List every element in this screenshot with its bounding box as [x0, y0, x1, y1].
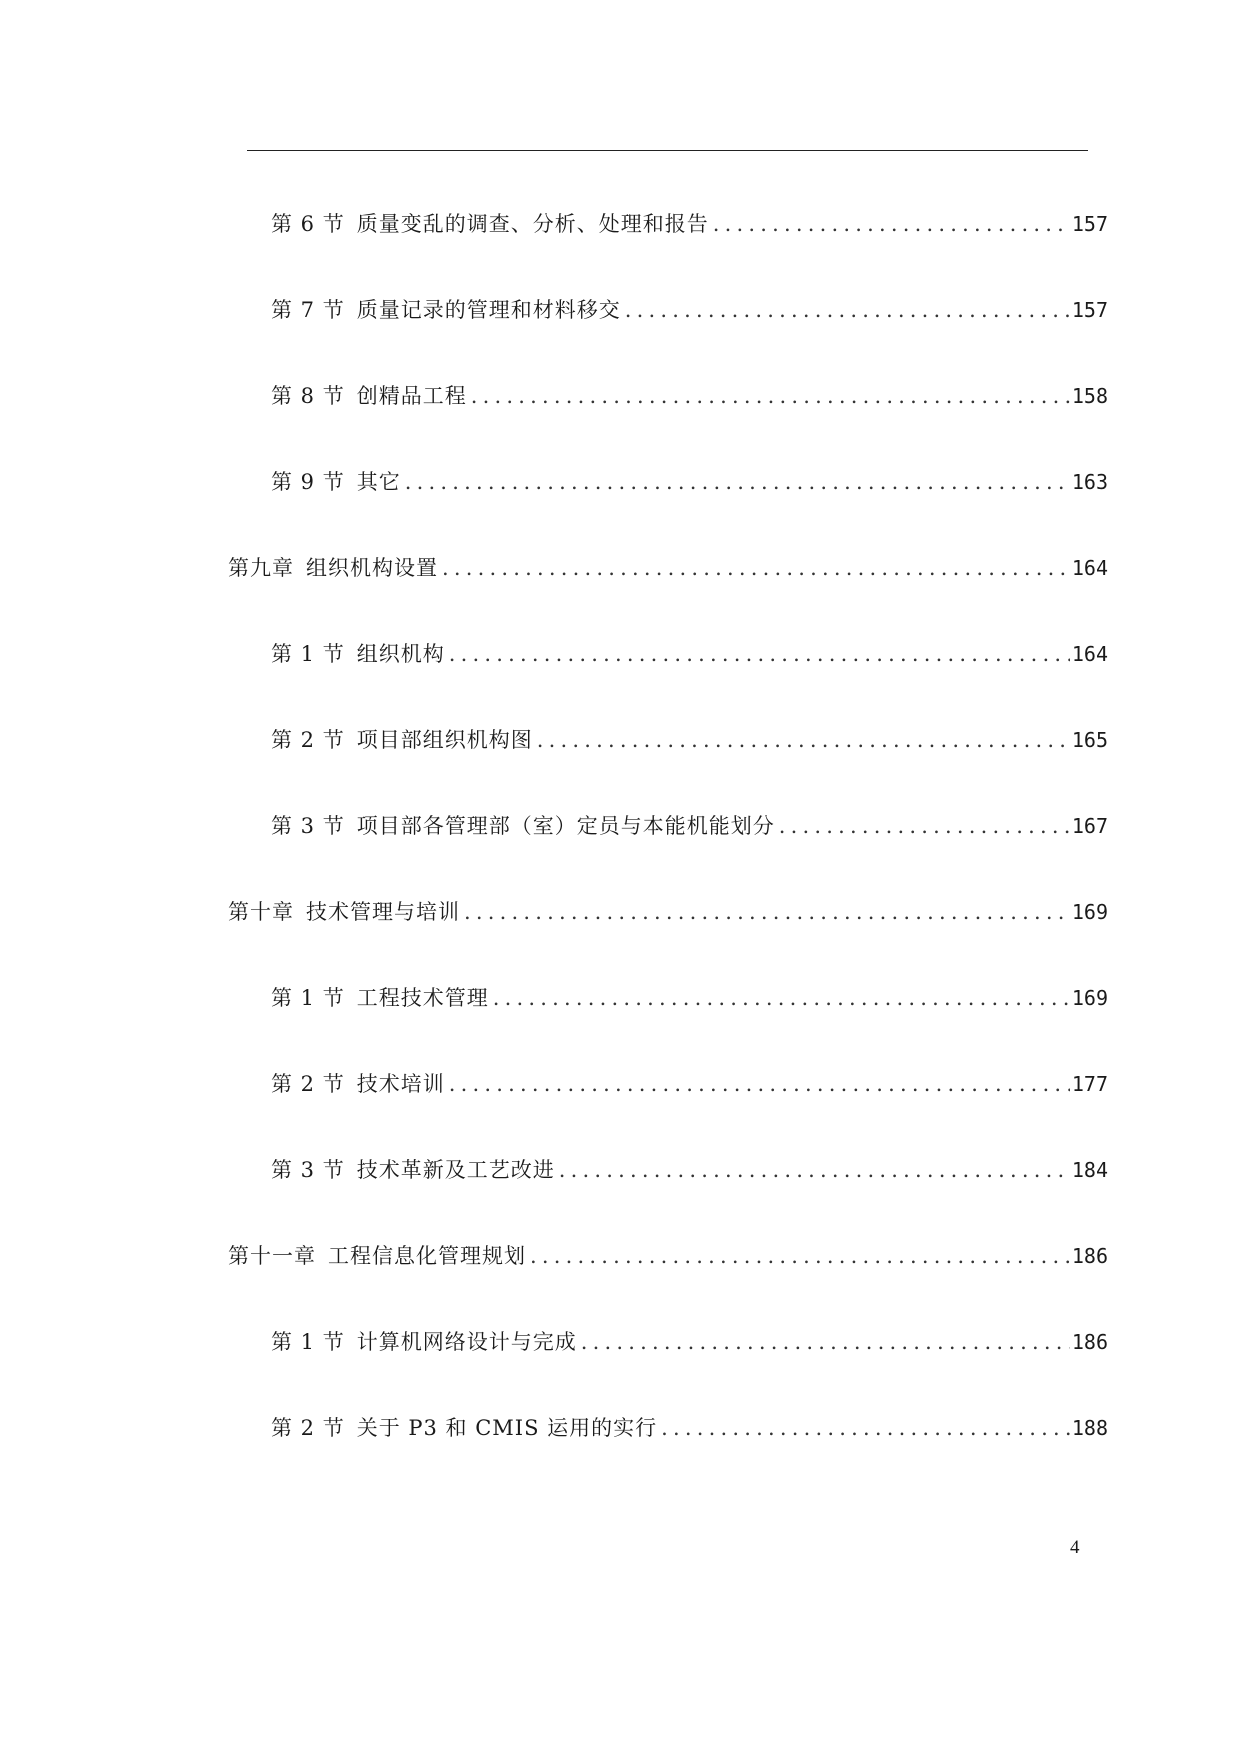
toc-entry-page: 184: [1071, 1158, 1108, 1182]
toc-entry-title: 项目部组织机构图: [356, 728, 533, 752]
toc-entry-page: 186: [1071, 1244, 1108, 1268]
toc-entry-prefix: 第 9 节: [271, 470, 345, 494]
toc-entry-page: 157: [1071, 298, 1108, 322]
toc-entry[interactable]: [271, 638, 1108, 672]
toc-entry[interactable]: [271, 1154, 1108, 1188]
toc-entry-title: 计算机网络设计与完成: [356, 1330, 577, 1354]
toc-entry-prefix: 第十一章: [228, 1244, 316, 1268]
dot-leader: [405, 470, 1070, 494]
toc-entry-prefix: 第 1 节: [271, 986, 345, 1010]
toc-entry-page: 165: [1071, 728, 1108, 752]
toc-entry-page: 163: [1071, 470, 1108, 494]
toc-entry-chapter[interactable]: [228, 552, 1108, 586]
toc-entry-title: 技术管理与培训: [306, 900, 460, 924]
dot-leader: [449, 642, 1070, 666]
toc-entry-page: 177: [1071, 1072, 1108, 1096]
toc-entry-prefix: 第 1 节: [271, 1330, 345, 1354]
toc-entry[interactable]: [271, 724, 1108, 758]
toc-entry-title: 质量变乱的调查、分析、处理和报告: [356, 212, 709, 236]
toc-entry-prefix: 第 1 节: [271, 642, 345, 666]
dot-leader: [625, 298, 1070, 322]
toc-entry[interactable]: [271, 1412, 1108, 1446]
toc-entry[interactable]: [271, 1326, 1108, 1360]
toc-entry-title: 其它: [356, 470, 401, 494]
dot-leader: [581, 1330, 1070, 1354]
toc-entry-page: 186: [1071, 1330, 1108, 1354]
toc-entry-title: 质量记录的管理和材料移交: [356, 298, 621, 322]
toc-entry[interactable]: [271, 810, 1108, 844]
dot-leader: [449, 1072, 1070, 1096]
dot-leader: [537, 728, 1070, 752]
dot-leader: [530, 1244, 1070, 1268]
toc-entry-page: 167: [1071, 814, 1108, 838]
toc-entry-page: 188: [1071, 1416, 1108, 1440]
dot-leader: [442, 556, 1070, 580]
toc-entry-prefix: 第 2 节: [271, 1072, 345, 1096]
toc-entry-title: 创精品工程: [356, 384, 467, 408]
dot-leader: [713, 212, 1070, 236]
toc-entry-title: 技术革新及工艺改进: [356, 1158, 555, 1182]
dot-leader: [779, 814, 1070, 838]
dot-leader: [559, 1158, 1070, 1182]
toc-entry[interactable]: [271, 380, 1108, 414]
dot-leader: [471, 384, 1070, 408]
toc-entry-prefix: 第 3 节: [271, 814, 345, 838]
toc-entry-page: 157: [1071, 212, 1108, 236]
toc-entry[interactable]: [271, 982, 1108, 1016]
toc-entry-prefix: 第 3 节: [271, 1158, 345, 1182]
toc-entry-prefix: 第十章: [228, 900, 294, 924]
toc-entry[interactable]: [271, 208, 1108, 242]
toc-entry-title: 组织机构: [356, 642, 445, 666]
page-number: 4: [1070, 1537, 1080, 1558]
toc-entry-prefix: 第 7 节: [271, 298, 345, 322]
dot-leader: [661, 1416, 1070, 1440]
toc-entry-prefix: 第九章: [228, 556, 294, 580]
toc-entry[interactable]: [271, 466, 1108, 500]
toc-entry-page: 169: [1071, 986, 1108, 1010]
toc-entry-page: 158: [1071, 384, 1108, 408]
dot-leader: [493, 986, 1070, 1010]
toc-entry-title: 技术培训: [356, 1072, 445, 1096]
toc-entry-chapter[interactable]: [228, 896, 1108, 930]
toc-entry-prefix: 第 8 节: [271, 384, 345, 408]
toc-entry-title: 工程信息化管理规划: [328, 1244, 526, 1268]
dot-leader: [464, 900, 1070, 924]
toc-entry-title: 项目部各管理部（室）定员与本能机能划分: [356, 814, 775, 838]
toc-entry-page: 169: [1071, 900, 1108, 924]
toc-entry-page: 164: [1071, 642, 1108, 666]
toc-entry-page: 164: [1071, 556, 1108, 580]
toc-entry[interactable]: [271, 294, 1108, 328]
toc-entry-title: 关于 P3 和 CMIS 运用的实行: [356, 1416, 658, 1440]
toc-entry-prefix: 第 2 节: [271, 1416, 345, 1440]
toc-entry-prefix: 第 6 节: [271, 212, 345, 236]
toc-entry-chapter[interactable]: [228, 1240, 1108, 1274]
toc-entry[interactable]: [271, 1068, 1108, 1102]
toc-entry-title: 工程技术管理: [356, 986, 489, 1010]
toc-entry-title: 组织机构设置: [306, 556, 438, 580]
toc-entry-prefix: 第 2 节: [271, 728, 345, 752]
